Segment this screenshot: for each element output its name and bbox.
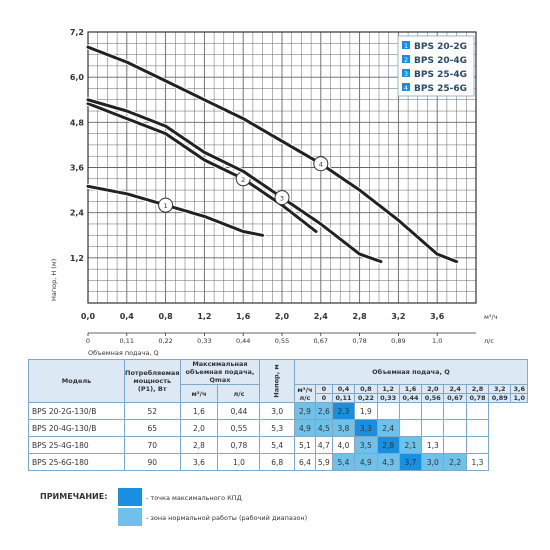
cell-head: 4,3	[377, 454, 399, 471]
series-marker-label: 3	[279, 194, 285, 203]
cell-head: 5,1	[294, 437, 315, 454]
header-flow-value	[315, 385, 332, 403]
legend-badge-label: 2	[404, 57, 408, 64]
cell-qmax-ls: 1,0	[218, 454, 260, 471]
cell-head: 3,8	[332, 420, 354, 437]
y-axis-label: Напор, Н (м)	[50, 258, 58, 301]
cell-head	[444, 437, 466, 454]
header-flow-m3h: 2,8	[471, 385, 484, 393]
cell-head: 1,3	[466, 454, 488, 471]
max-eff-swatch	[118, 488, 142, 506]
table-row	[29, 403, 528, 420]
cell-model: BPS 25-6G-180	[29, 454, 125, 471]
header-flow-value	[377, 385, 399, 403]
y-tick-label: 7,2	[69, 28, 84, 37]
cell-head	[399, 420, 421, 437]
header-model: Модель	[29, 360, 125, 403]
cell-head	[466, 420, 488, 437]
legend-badge-label: 3	[404, 71, 408, 78]
cell-head	[422, 403, 444, 420]
x-tick-label: 0,8	[158, 312, 173, 321]
x-secondary-tick-label: 0,11	[119, 337, 135, 345]
x-secondary-tick-label: 0,78	[352, 337, 367, 345]
header-flow-value	[489, 385, 511, 403]
header-head	[260, 360, 294, 403]
cell-head: 5,4	[332, 454, 354, 471]
normal-zone-swatch	[118, 508, 142, 526]
cell-head: 4,7	[315, 437, 332, 454]
x-axis-unit: м³/ч	[484, 313, 498, 321]
x-tick-label: 1,2	[197, 312, 212, 321]
header-flow: Объемная подача, Q	[294, 360, 527, 385]
header-flow-ls: 0,56	[422, 393, 443, 402]
header-flow-ls: 0,78	[467, 393, 488, 402]
y-tick-label: 4,8	[69, 118, 84, 128]
cell-head: 3,3	[355, 420, 377, 437]
table-row	[29, 437, 528, 454]
header-flow-value	[511, 385, 528, 403]
y-tick-label: 2,4	[69, 208, 84, 218]
cell-head: 3,7	[399, 454, 421, 471]
cell-head: 4,9	[294, 420, 315, 437]
table-body	[29, 403, 528, 471]
cell-head: 2,1	[399, 437, 421, 454]
x-secondary-tick-label: 1,0	[432, 337, 443, 345]
cell-head: 1,9	[355, 403, 377, 420]
header-qmax-ls: л/с	[218, 385, 260, 403]
cell-qmax-m3h: 2,8	[180, 437, 218, 454]
legend-badge-label: 1	[404, 43, 408, 50]
cell-qmax-m3h: 2,0	[180, 420, 218, 437]
y-tick-label: 3,6	[69, 163, 84, 173]
cell-model: BPS 25-4G-180	[29, 437, 125, 454]
header-flow-ls: 1,0	[511, 393, 527, 402]
header-flow-m3h: 1,2	[382, 385, 394, 393]
header-qmax-m3h: м³/ч	[180, 385, 218, 403]
x-tick-label: 1,6	[236, 312, 251, 321]
cell-power: 65	[125, 420, 181, 437]
legend-badge-label: 4	[404, 85, 408, 92]
cell-head	[444, 403, 466, 420]
cell-head: 4,9	[355, 454, 377, 471]
x-secondary-tick-label: 0,22	[158, 337, 173, 345]
header-power: Потребляемая мощность (Р1), Вт	[125, 360, 181, 403]
cell-head: 6,8	[260, 454, 294, 471]
header-flow-m3h: 2,4	[449, 385, 461, 393]
cell-head	[377, 403, 399, 420]
cell-qmax-m3h: 1,6	[180, 403, 218, 420]
normal-zone-text: - зона нормальной работы (рабочий диапазон)	[146, 514, 308, 522]
header-flow-ls: 0,11	[333, 393, 354, 402]
header-units	[294, 385, 315, 403]
max-eff-text: - точка максимального КПД	[146, 494, 242, 502]
header-flow-ls: 0,89	[489, 393, 510, 402]
table-header-row	[29, 360, 528, 385]
series-marker-label: 4	[318, 160, 323, 169]
cell-head: 5,4	[260, 437, 294, 454]
note	[28, 488, 528, 538]
cell-head: 2,3	[332, 403, 354, 420]
cell-head	[466, 437, 488, 454]
cell-head: 4,5	[315, 420, 332, 437]
cell-head: 6,4	[294, 454, 315, 471]
cell-model: BPS 20-4G-130/B	[29, 420, 125, 437]
cell-power: 70	[125, 437, 181, 454]
x-tick-label: 3,6	[430, 312, 445, 321]
cell-head: 1,3	[422, 437, 444, 454]
header-flow-m3h: 3,2	[494, 385, 506, 393]
note-title: ПРИМЕЧАНИЕ:	[40, 492, 108, 501]
x-secondary-tick-label: 0,55	[274, 337, 290, 345]
header-flow-value	[466, 385, 488, 403]
x-tick-label: 2,8	[352, 312, 367, 321]
header-flow-m3h: 0	[321, 385, 327, 393]
header-flow-ls: 0,22	[355, 393, 376, 402]
cell-head	[444, 420, 466, 437]
y-tick-label: 1,2	[69, 253, 84, 263]
header-flow-value	[422, 385, 444, 403]
table-row	[29, 420, 528, 437]
header-head-label: Напор, м	[273, 364, 282, 398]
header-unit-m3h: м³/ч	[297, 385, 313, 394]
x-tick-label: 0,4	[119, 312, 134, 321]
x-secondary-tick-label: 0	[85, 337, 91, 345]
series-marker-label: 1	[163, 202, 168, 211]
header-qmax: Максимальная объемная подача, Qmax	[180, 360, 260, 385]
x-secondary-tick-label: 0,89	[391, 337, 406, 345]
cell-qmax-ls: 0,55	[218, 420, 260, 437]
cell-head: 2,8	[377, 437, 399, 454]
cell-head: 4,0	[332, 437, 354, 454]
x-secondary-tick-label: 0,44	[235, 337, 251, 345]
cell-head: 3,0	[422, 454, 444, 471]
y-tick-label: 6,0	[69, 73, 84, 83]
x-secondary-unit: л/с	[484, 337, 494, 345]
spec-table	[28, 359, 528, 471]
header-flow-value	[399, 385, 421, 403]
legend-label: BPS 20-4G	[414, 56, 467, 66]
x-secondary-label: Объемная подача, Q	[88, 349, 159, 357]
cell-head: 5,9	[315, 454, 332, 471]
cell-qmax-m3h: 3,6	[180, 454, 218, 471]
cell-power: 52	[125, 403, 181, 420]
cell-model: BPS 20-2G-130/B	[29, 403, 125, 420]
x-secondary-tick-label: 0,67	[313, 337, 329, 345]
x-tick-label: 2,4	[313, 312, 328, 321]
header-flow-ls: 0	[316, 393, 332, 402]
cell-head: 2,9	[294, 403, 315, 420]
cell-head	[399, 403, 421, 420]
cell-head: 3,0	[260, 403, 294, 420]
legend-label: BPS 25-6G	[414, 84, 467, 94]
header-flow-ls: 0,67	[444, 393, 465, 402]
legend-label: BPS 25-4G	[414, 70, 467, 80]
cell-qmax-ls: 0,78	[218, 437, 260, 454]
x-tick-label: 0,0	[80, 312, 96, 321]
header-flow-value	[444, 385, 466, 403]
cell-head: 3,5	[355, 437, 377, 454]
cell-head: 5,3	[260, 420, 294, 437]
cell-head: 2,2	[444, 454, 466, 471]
header-flow-m3h: 2,0	[427, 385, 439, 393]
header-flow-m3h: 1,6	[404, 385, 417, 393]
header-unit-ls: л/с	[299, 393, 311, 402]
legend-label: BPS 20-2G	[414, 42, 467, 52]
cell-power: 90	[125, 454, 181, 471]
cell-head: 2,6	[315, 403, 332, 420]
series-marker-label: 2	[241, 175, 246, 184]
header-flow-value	[355, 385, 377, 403]
cell-head	[466, 403, 488, 420]
cell-head	[422, 420, 444, 437]
header-flow-m3h: 0,8	[360, 385, 372, 393]
x-secondary-tick-label: 0,33	[197, 337, 212, 345]
header-flow-ls: 0,44	[400, 393, 421, 402]
table-row	[29, 454, 528, 471]
header-flow-m3h: 3,6	[513, 385, 525, 393]
x-tick-label: 2,0	[274, 312, 290, 321]
series-line	[88, 100, 381, 262]
header-flow-m3h: 0,4	[337, 385, 350, 393]
x-tick-label: 3,2	[391, 312, 406, 321]
header-flow-value	[332, 385, 354, 403]
cell-head: 2,4	[377, 420, 399, 437]
cell-qmax-ls: 0,44	[218, 403, 260, 420]
header-flow-ls: 0,33	[378, 393, 399, 402]
